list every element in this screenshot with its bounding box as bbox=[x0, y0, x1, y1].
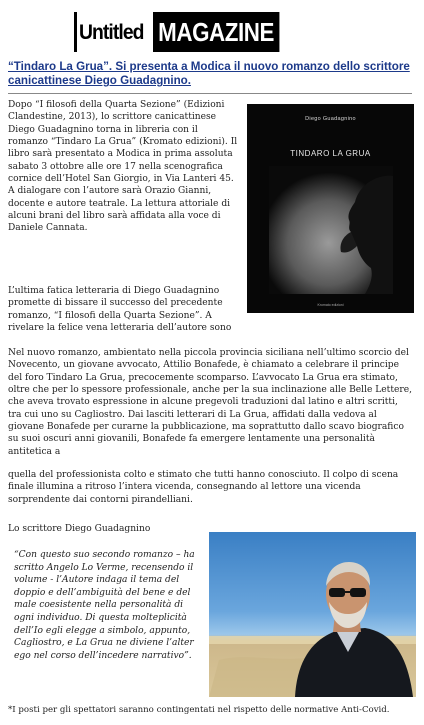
book-cover-title: TINDARO LA GRUA bbox=[290, 149, 371, 158]
article-paragraph-4: quella del professionista colto e stimato che tutti hanno conosciuto. Il colpo di scena finale illumina a ritroso l’intera vicenda, consegnando al lettore una vicenda sorprendente dai contorni pirandelliani. bbox=[8, 470, 399, 505]
masthead-bar bbox=[74, 12, 77, 52]
photo-caption: Lo scrittore Diego Guadagnino bbox=[8, 524, 151, 534]
book-cover-image bbox=[247, 104, 414, 313]
silhouette-portrait-icon bbox=[247, 104, 414, 313]
author-portrait-icon bbox=[209, 532, 416, 697]
book-cover-publisher: Kromato edizioni bbox=[317, 303, 344, 307]
book-cover-author: Diego Guadagnino bbox=[305, 116, 356, 122]
masthead-magazine: MAGAZINE bbox=[153, 12, 279, 52]
article-paragraph-3: Nel nuovo romanzo, ambientato nella piccola provincia siciliana nell’ultimo scorcio del Novecento, un giovane avvocato, Attilio Bonafede, è chiamato a celebrare il principe del foro Tindaro La Grua, precocemente scomparso. L’avvocato La Grua era stimato, oltre che per lo spessore professionale, anche per la sua inclinazione alle Belle Lettere, che aveva trovato espressione in alcune pregevoli traduzioni dal latino e altri scritti, tra cui uno su Cagliostro. Dai lasciti letterari di La Grua, affidati dalla vedova al giovane Bonafede per curarne la pubblicazione, ma soprattutto dallo scavo biografico su suoi oscuri anni giovanili, Bonafede fa emergere lentamente una personalità antitetica a bbox=[8, 348, 412, 457]
article-paragraph-1: Dopo “I filosofi della Quarta Sezione” (Edizioni Clandestine, 2013), lo scrittore canicattinese Diego Guadagnino torna in libreria con il romanzo “Tindaro La Grua” (Kromato edizioni). Il libro sarà presentato a Modica in prima assoluta sabato 3 ottobre alle ore 17 nella scenografica cornice dell’Hotel San Giorgio, in Via Lanteri 45. A dialogare con l’autore sarà Orazio Gianni, docente e autore teatrale. La lettura attoriale di alcuni brani del libro sarà affidata alla voce di Daniele Cannata. bbox=[8, 100, 238, 234]
masthead-untitled: Untitled bbox=[79, 21, 144, 44]
article-paragraph-2: L’ultima fatica letteraria di Diego Guadagnino promette di bissare il successo del precedente romanzo, “I filosofi della Quarta Sezione”. A rivelare la felice vena letteraria dell’autore sono bbox=[8, 286, 232, 334]
footnote: *I posti per gli spettatori saranno contingentati nel rispetto delle normative Anti-Covid. bbox=[8, 705, 390, 715]
author-photo bbox=[209, 532, 416, 697]
headline-divider bbox=[8, 93, 412, 94]
review-quote: “Con questo suo secondo romanzo – ha scritto Angelo Lo Verme, recensendo il volume - l’Autore indaga il tema del doppio e dell’ambiguità del bene e del male coesistente nella personalità di ogni individuo. Di questa molteplicità dell’Io egli elegge a simbolo, appunto, Cagliostro, e La Grua ne diviene l’alter ego nel corso dell’incedere narrativo”. bbox=[14, 550, 195, 661]
article-headline[interactable]: “Tindaro La Grua”. Si presenta a Modica il nuovo romanzo dello scrittore canicattinese Diego Guadagnino. bbox=[8, 60, 410, 87]
masthead-logo bbox=[74, 6, 300, 52]
